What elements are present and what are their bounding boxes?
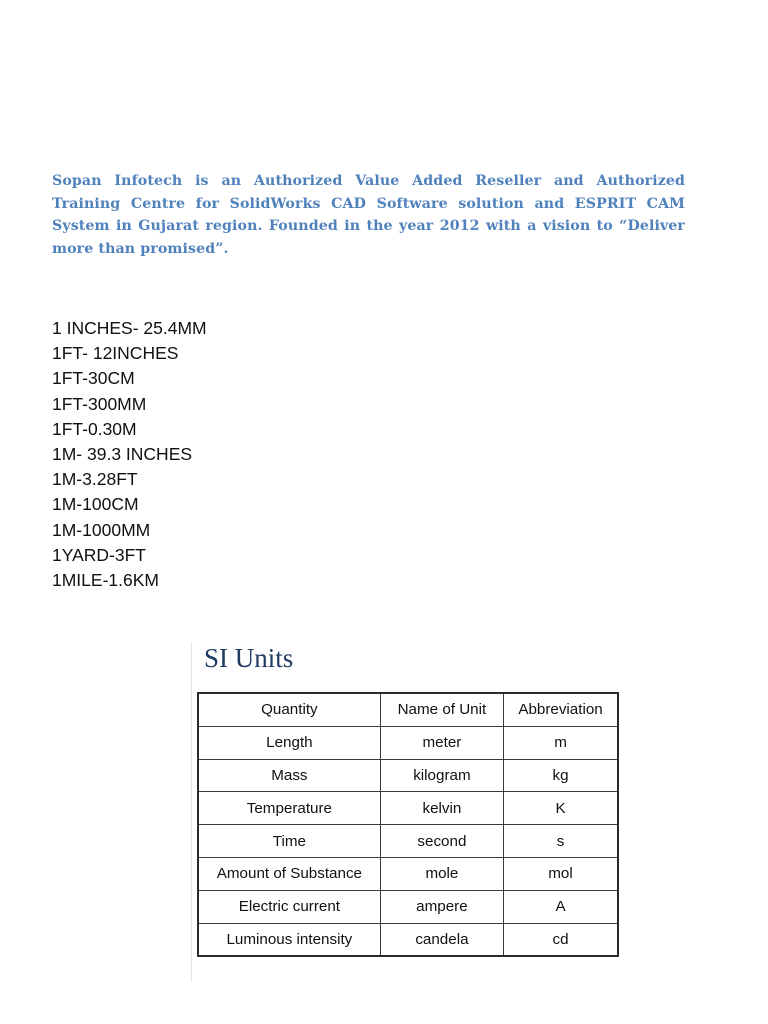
cell-unit-name: meter: [380, 726, 503, 759]
cell-abbreviation: kg: [504, 759, 618, 792]
conversion-item: 1YARD-3FT: [52, 544, 146, 565]
conversion-item: 1M-1000MM: [52, 519, 151, 540]
cell-quantity: Luminous intensity: [198, 923, 380, 956]
cell-abbreviation: m: [504, 726, 618, 759]
conversion-item: 1 INCHES- 25.4MM: [52, 318, 207, 338]
cell-quantity: Amount of Substance: [198, 857, 380, 890]
cell-unit-name: ampere: [380, 890, 503, 923]
intro-paragraph: Sopan Infotech is an Authorized Value Added Reseller and Authorized Training Centre for SolidWorks CAD Software solution and ESPRIT CAM System in Gujarat region. Founded in the year 2012 with a vision to “Deliver more than promised”.: [52, 173, 685, 257]
conversion-item: 1M-3.28FT: [52, 469, 138, 490]
cell-unit-name: kelvin: [380, 792, 503, 825]
cell-abbreviation: mol: [504, 857, 618, 890]
cell-abbreviation: K: [504, 792, 618, 825]
cell-quantity: Mass: [198, 759, 380, 792]
table-row: [198, 857, 618, 890]
conversion-item: 1FT-0.30M: [52, 418, 137, 439]
conversion-item: 1M-100CM: [52, 494, 139, 515]
conversion-item: 1M- 39.3 INCHES: [52, 444, 193, 465]
si-units-title: SI Units: [204, 643, 294, 673]
cell-quantity: Time: [198, 825, 380, 858]
unit-conversion-list: [52, 316, 207, 593]
cell-quantity: Temperature: [198, 792, 380, 825]
conversion-item: 1MILE-1.6KM: [52, 570, 159, 591]
si-units-table: [197, 692, 619, 957]
conversion-item: 1FT-300MM: [52, 393, 147, 414]
table-row: [198, 825, 618, 858]
cell-quantity: Electric current: [198, 890, 380, 923]
cell-unit-name: mole: [380, 857, 503, 890]
si-units-figure: [191, 634, 623, 984]
cell-unit-name: second: [380, 825, 503, 858]
table-header-row: [198, 693, 618, 726]
table-row: [198, 726, 618, 759]
table-row: [198, 923, 618, 956]
table-row: [198, 759, 618, 792]
header-name-of-unit: Name of Unit: [380, 693, 503, 726]
conversion-item: 1FT- 12INCHES: [52, 343, 179, 364]
table-row: [198, 890, 618, 923]
cell-abbreviation: cd: [504, 923, 618, 956]
conversion-item: 1FT-30CM: [52, 368, 135, 389]
cell-abbreviation: s: [504, 825, 618, 858]
figure-edge: [191, 642, 192, 982]
header-quantity: Quantity: [198, 693, 380, 726]
cell-abbreviation: A: [504, 890, 618, 923]
cell-unit-name: candela: [380, 923, 503, 956]
header-abbreviation: Abbreviation: [504, 693, 618, 726]
table-row: [198, 792, 618, 825]
cell-unit-name: kilogram: [380, 759, 503, 792]
cell-quantity: Length: [198, 726, 380, 759]
